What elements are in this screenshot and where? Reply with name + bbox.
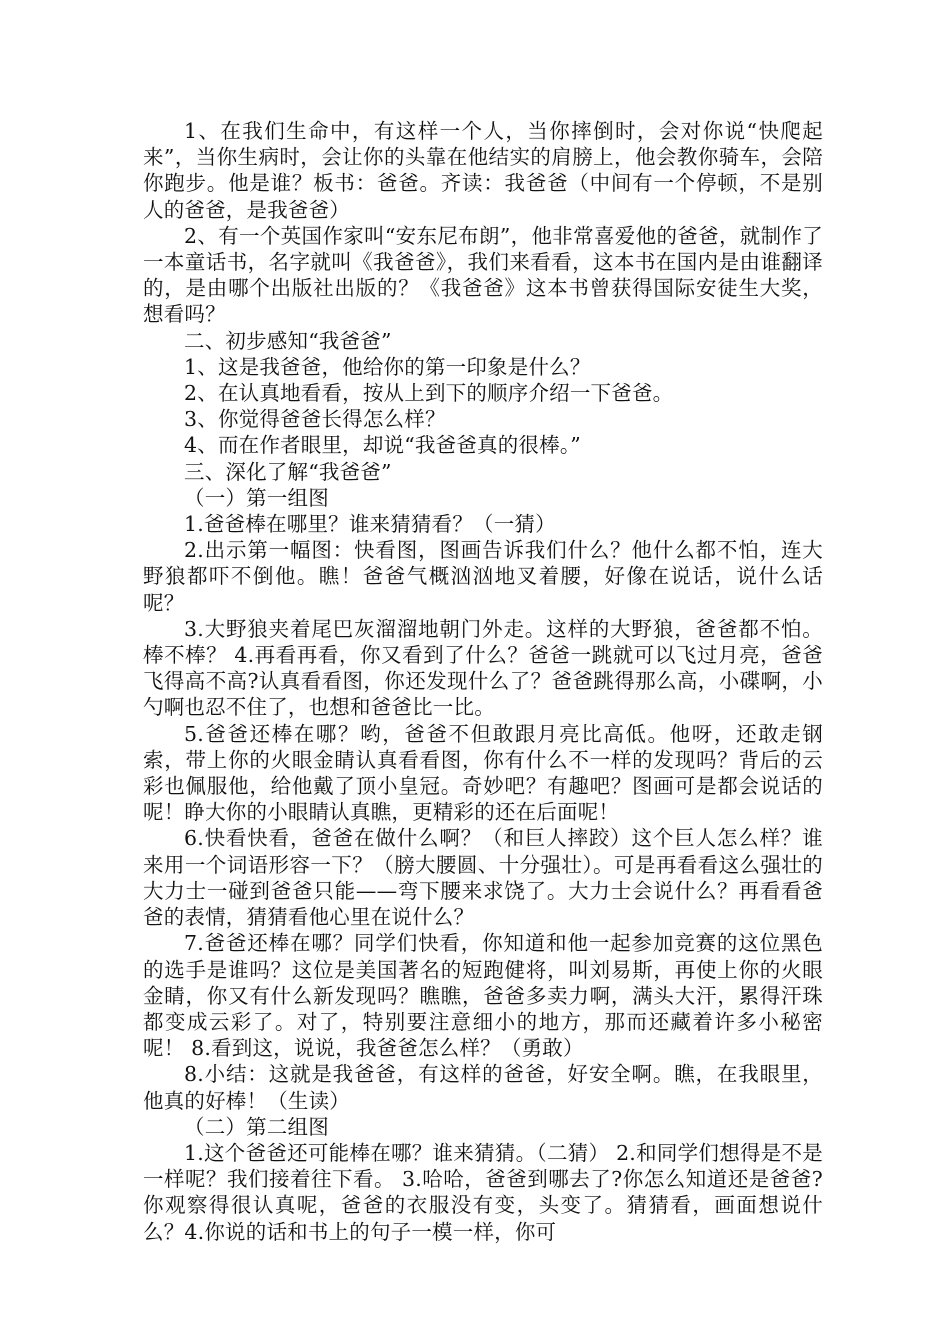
question-item-1: 1、这是我爸爸，他给你的第一印象是什么？ bbox=[184, 354, 591, 379]
section-heading-2: 二、初步感知“我爸爸” bbox=[184, 328, 392, 353]
question-item-2: 2、在认真地看看，按从上到下的顺序介绍一下爸爸。 bbox=[184, 381, 674, 406]
summary-item: 8.小结：这就是我爸爸，有这样的爸爸，好安全啊。瞧，在我眼里，他真的好棒！（生读） bbox=[143, 1062, 823, 1113]
subsection-heading-1: （一）第一组图 bbox=[184, 485, 329, 510]
step-item-5: 5.爸爸还棒在哪？哟，爸爸不但敢跟月亮比高低。他呀，还敢走钢索，带上你的火眼金睛认真看看图，你有什么不一样的发现吗？背后的云彩也佩服他，给他戴了顶小皇冠。奇妙吧？有趣吧？图画可是都会说话的呢！睁大你的小眼睛认真瞧，更精彩的还在后面呢！ bbox=[143, 721, 823, 825]
step-item-1: 1.爸爸棒在哪里？谁来猜猜看？（一猜） bbox=[184, 512, 556, 537]
question-item-3: 3、你觉得爸爸长得怎么样？ bbox=[184, 407, 446, 432]
subsection-heading-2: （二）第二组图 bbox=[184, 1114, 329, 1139]
paragraph-intro-2: 2、有一个英国作家叫“安东尼布朗”，他非常喜爱他的爸爸，就制作了一本童话书，名字就叫《我爸爸》，我们来看看，这本书在国内是由谁翻译的，是由哪个出版社出版的？《我爸爸》这本书曾获得国际安徒生大奖，想看吗？ bbox=[143, 223, 823, 327]
paragraph-intro-1: 1、在我们生命中，有这样一个人，当你摔倒时，会对你说“快爬起来”，当你生病时，会让你的头靠在他结实的肩膀上，他会教你骑车，会陪你跑步。他是谁？板书：爸爸。齐读：我爸爸（中间有一个停顿，不是别人的爸爸，是我爸爸） bbox=[143, 119, 823, 222]
question-item-4: 4、而在作者眼里，却说“我爸爸真的很棒。” bbox=[184, 433, 581, 458]
section-heading-3: 三、深化了解“我爸爸” bbox=[184, 459, 392, 484]
step-item-6: 6.快看快看，爸爸在做什么啊？（和巨人摔跤）这个巨人怎么样？谁来用一个词语形容一下？（膀大腰圆、十分强壮）。可是再看看这么强壮的大力士一碰到爸爸只能——弯下腰来求饶了。大力士会说什么？再看看爸爸的表情，猜猜看他心里在说什么？ bbox=[143, 826, 823, 930]
step-item-2: 2.出示第一幅图：快看图，图画告诉我们什么？他什么都不怕，连大野狼都吓不倒他。瞧！爸爸气概汹汹地叉着腰，好像在说话，说什么话呢？ bbox=[143, 538, 823, 615]
step-item-group-2: 1.这个爸爸还可能棒在哪？谁来猜猜。（二猜） 2.和同学们想得是不是一样呢？我们接着往下看。 3.哈哈，爸爸到哪去了?你怎么知道还是爸爸?你观察得很认真呢，爸爸的衣服没有变，头变了。猜猜看，画面想说什么？4.你说的话和书上的句子一模一样，你可 bbox=[143, 1140, 823, 1244]
step-item-7: 7.爸爸还棒在哪？同学们快看，你知道和他一起参加竞赛的这位黑色的选手是谁吗？这位是美国著名的短跑健将，叫刘易斯，再使上你的火眼金睛，你又有什么新发现吗？瞧瞧，爸爸多卖力啊，满头大汗，累得汗珠都变成云彩了。对了，特别要注意细小的地方，那而还藏着许多小秘密呢！ 8.看到这，说说，我爸爸怎么样？（勇敢） bbox=[143, 931, 823, 1061]
document-body bbox=[143, 118, 823, 1245]
step-item-3: 3.大野狼夹着尾巴灰溜溜地朝门外走。这样的大野狼，爸爸都不怕。棒不棒？ 4.再看再看，你又看到了什么？爸爸一跳就可以飞过月亮，爸爸飞得高不高?认真看看图，你还发现什么了？爸爸跳得那么高，小碟啊，小勺啊也忍不住了，也想和爸爸比一比。 bbox=[143, 616, 823, 720]
